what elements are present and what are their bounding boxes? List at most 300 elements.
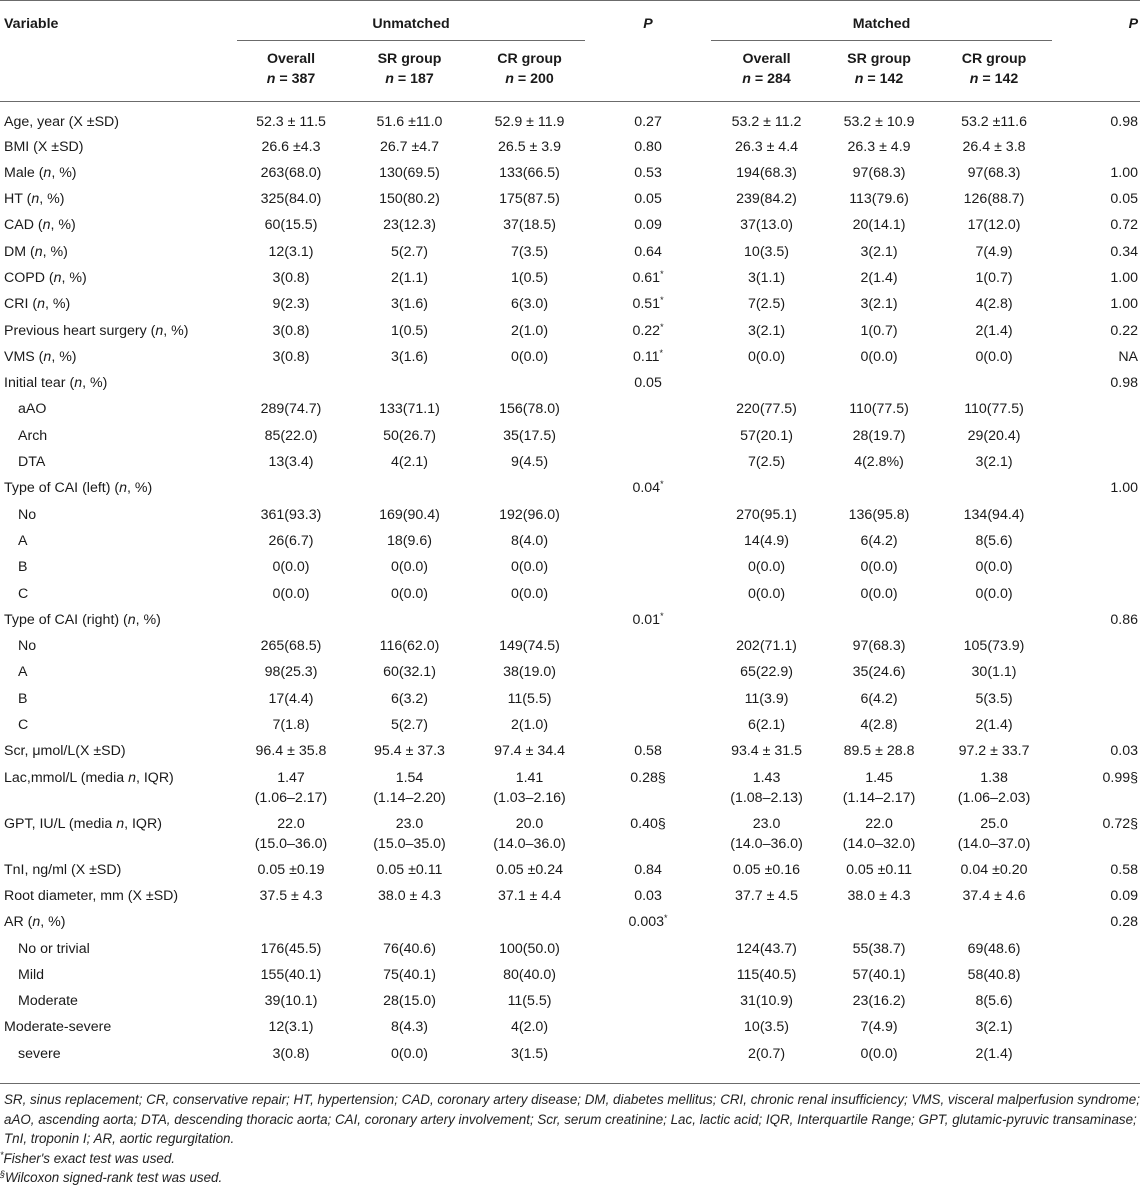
cell-matched: 1.43 (1.08–2.13): [730, 769, 803, 806]
cell-unmatched: 97.4 ± 34.4: [494, 743, 565, 760]
cell-unmatched: 95.4 ± 37.3: [374, 743, 445, 760]
header-sub-name: CR group: [961, 51, 1027, 67]
cell-unmatched: 26(6.7): [268, 532, 314, 549]
footnotes: [0, 1090, 1140, 1188]
cell-matched: 202(71.1): [736, 638, 797, 655]
table-row: [0, 317, 1140, 343]
cell-unmatched: 2(1.0): [510, 322, 549, 339]
cell-matched: 4(2.8%): [854, 454, 904, 471]
cell-matched: 0.04 ±0.20: [960, 861, 1028, 878]
cell-matched: 0.05 ±0.11: [846, 861, 912, 878]
row-label: CRI (n, %): [4, 296, 71, 313]
row-label: aAO: [18, 401, 47, 418]
cell-unmatched: 50(26.7): [383, 427, 436, 444]
table-row: [0, 422, 1140, 448]
cell-unmatched: 13(3.4): [268, 454, 314, 471]
cell-unmatched: 37(18.5): [503, 217, 556, 234]
cell-p-unmatched: [587, 961, 709, 987]
cell-matched: 55(38.7): [852, 940, 906, 957]
cell-p-matched: 0.98: [1110, 375, 1139, 392]
row-label: Moderate: [18, 993, 78, 1010]
row-label: No or trivial: [18, 940, 90, 957]
cell-matched: 239(84.2): [736, 191, 797, 208]
cell-p-matched: [1054, 448, 1140, 474]
cell-p-matched: [1054, 580, 1140, 606]
cell-unmatched: 4(2.1): [390, 454, 429, 471]
cell-matched: 0(0.0): [860, 348, 898, 365]
cell-unmatched: 3(0.8): [272, 322, 310, 339]
cell-unmatched: 0(0.0): [390, 1045, 429, 1062]
table-row: [0, 987, 1140, 1013]
cell-matched: 3(2.1): [860, 243, 898, 260]
cell-unmatched: 176(45.5): [260, 940, 322, 957]
cell-unmatched: 22.0 (15.0–36.0): [254, 815, 328, 852]
row-label: Male (n, %): [4, 164, 77, 181]
header-sub-name: Overall: [742, 51, 791, 67]
cell-unmatched: [347, 474, 472, 500]
cell-matched: 29(20.4): [967, 427, 1021, 444]
table-row: [0, 211, 1140, 237]
cell-p-unmatched: [587, 395, 709, 421]
table-row: [0, 527, 1140, 553]
cell-p-matched: [1054, 1013, 1140, 1039]
table-row: [0, 580, 1140, 606]
cell-p-matched: 1.00: [1110, 480, 1139, 497]
cell-unmatched: [472, 369, 587, 395]
row-label: Lac,mmol/L (media n, IQR): [4, 769, 174, 786]
header-sub-n: n = 200: [505, 71, 554, 87]
cell-matched: [709, 606, 824, 632]
cell-unmatched: 116(62.0): [379, 638, 440, 655]
cell-matched: 6(2.1): [748, 717, 786, 734]
header-sub-4: [824, 41, 934, 102]
cell-p-unmatched: [587, 580, 709, 606]
cell-p-matched: 0.03: [1110, 743, 1139, 760]
cell-unmatched: 26.6 ±4.3: [261, 138, 321, 155]
cell-unmatched: 133(71.1): [379, 401, 440, 418]
cell-matched: 69(48.6): [967, 940, 1021, 957]
cell-matched: 0.05 ±0.16: [733, 861, 801, 878]
cell-unmatched: 2(1.0): [510, 717, 549, 734]
cell-matched: 3(2.1): [975, 454, 1013, 471]
cell-matched: 37(13.0): [740, 217, 793, 234]
cell-p-unmatched: [587, 1013, 709, 1039]
cell-matched: 58(40.8): [967, 966, 1021, 983]
cell-matched: 3(1.1): [748, 269, 786, 286]
cell-matched: 30(1.1): [971, 664, 1017, 681]
header-matched: [709, 1, 1054, 42]
cell-unmatched: 9(2.3): [272, 296, 310, 313]
table-row: [0, 935, 1140, 961]
cell-p-unmatched: 0.40§: [630, 815, 666, 832]
cell-matched: 6(4.2): [860, 532, 898, 549]
table-row: [0, 343, 1140, 369]
cell-unmatched: 9(4.5): [510, 454, 549, 471]
table-row: [0, 474, 1140, 500]
row-label: Moderate-severe: [4, 1019, 112, 1036]
cell-matched: 53.2 ± 10.9: [843, 114, 915, 130]
header-sub-n: n = 387: [266, 71, 316, 87]
cell-matched: 3(2.1): [748, 322, 786, 339]
cell-p-matched: 0.86: [1110, 611, 1139, 628]
cell-matched: 126(88.7): [963, 191, 1025, 208]
cell-matched: 8(5.6): [975, 532, 1013, 549]
table-row: [0, 961, 1140, 987]
cell-p-matched: [1054, 553, 1140, 579]
footnote-fisher-text: Fisher's exact test was used.: [3, 1150, 176, 1166]
cell-matched: 6(4.2): [860, 690, 898, 707]
cell-matched: 7(4.9): [975, 243, 1013, 260]
cell-unmatched: [235, 606, 347, 632]
cell-p-matched: [1054, 711, 1140, 737]
cell-unmatched: 0.05 ±0.11: [376, 861, 443, 878]
cell-unmatched: 11(5.5): [507, 993, 552, 1010]
cell-matched: 270(95.1): [736, 506, 797, 523]
cell-unmatched: 100(50.0): [499, 940, 560, 957]
cell-p-unmatched: 0.58: [634, 743, 662, 760]
cell-unmatched: 155(40.1): [260, 966, 322, 983]
header-unmatched-label: Unmatched: [237, 14, 585, 41]
cell-p-unmatched: 0.003*: [628, 913, 668, 931]
cell-p-matched: [1054, 527, 1140, 553]
cell-p-matched: [1054, 658, 1140, 684]
cell-unmatched: 265(68.5): [260, 638, 322, 655]
row-label: Scr, μmol/L(X ±SD): [4, 743, 126, 760]
cell-matched: 53.2 ± 11.2: [731, 114, 802, 130]
cell-unmatched: 5(2.7): [390, 243, 429, 260]
cell-unmatched: 80(40.0): [503, 966, 556, 983]
cell-p-unmatched: [587, 935, 709, 961]
table-row: [0, 238, 1140, 264]
cell-matched: 7(2.5): [748, 454, 786, 471]
cell-unmatched: 12(3.1): [268, 1019, 314, 1036]
cell-p-matched: [1054, 422, 1140, 448]
cell-matched: 37.4 ± 4.6: [962, 887, 1026, 904]
header-sub-name: CR group: [497, 51, 562, 67]
cell-matched: [824, 474, 934, 500]
cell-p-matched: [1054, 1040, 1140, 1066]
cell-unmatched: 361(93.3): [260, 506, 322, 523]
header-variable-spacer: [0, 41, 235, 102]
cell-matched: 0(0.0): [748, 348, 786, 365]
cell-p-matched: 0.99§: [1102, 769, 1139, 786]
cell-unmatched: 37.5 ± 4.3: [259, 887, 323, 904]
cell-unmatched: 52.9 ± 11.9: [494, 114, 565, 130]
header-sub-3: [709, 41, 824, 102]
cell-p-unmatched: 0.28§: [630, 769, 666, 786]
cell-p-unmatched: 0.05: [634, 375, 662, 392]
cell-unmatched: 5(2.7): [390, 717, 429, 734]
cell-p-unmatched: 0.84: [634, 861, 662, 878]
cell-p-matched: 1.00: [1110, 164, 1139, 181]
table-row: [0, 102, 1140, 133]
cell-p-matched: [1054, 685, 1140, 711]
row-label: C: [18, 717, 29, 734]
cell-unmatched: 3(0.8): [272, 269, 310, 286]
cell-p-matched: [1054, 632, 1140, 658]
row-label: Type of CAI (right) (n, %): [4, 611, 161, 628]
cell-unmatched: 6(3.0): [510, 296, 549, 313]
header-p-unmatched: [587, 1, 709, 42]
cell-matched: [709, 474, 824, 500]
row-label: B: [18, 559, 28, 576]
cell-unmatched: 150(80.2): [379, 191, 440, 208]
table-row: [0, 856, 1140, 882]
cell-p-matched: 0.72§: [1102, 815, 1139, 832]
cell-unmatched: 3(0.8): [272, 348, 310, 365]
table-row: [0, 553, 1140, 579]
row-label: Type of CAI (left) (n, %): [4, 480, 153, 497]
cell-matched: 124(43.7): [736, 940, 797, 957]
row-label: AR (n, %): [4, 914, 66, 931]
cell-matched: [709, 908, 824, 934]
cell-unmatched: 3(0.8): [272, 1045, 310, 1062]
table-row: [0, 264, 1140, 290]
cell-matched: 0(0.0): [860, 1045, 898, 1062]
cell-unmatched: 6(3.2): [390, 690, 429, 707]
cell-p-unmatched: 0.27: [634, 114, 662, 130]
row-label: DM (n, %): [4, 243, 68, 260]
table-row: [0, 685, 1140, 711]
cell-matched: 57(20.1): [740, 427, 793, 444]
cell-unmatched: 7(1.8): [272, 717, 310, 734]
row-label: No: [18, 506, 37, 523]
cell-unmatched: 60(15.5): [264, 217, 318, 234]
row-label: A: [18, 664, 28, 681]
cell-matched: 17(12.0): [967, 217, 1021, 234]
cell-unmatched: 26.7 ±4.7: [379, 138, 440, 155]
cell-unmatched: 2(1.1): [390, 269, 429, 286]
cell-p-unmatched: [587, 501, 709, 527]
cell-matched: 3(2.1): [860, 296, 898, 313]
row-label: Age, year (X ±SD): [4, 114, 120, 130]
header-row-subgroups: [0, 41, 1140, 102]
table-row: [0, 606, 1140, 632]
cell-unmatched: 11(5.5): [507, 690, 552, 707]
cell-unmatched: 23.0 (15.0–35.0): [373, 815, 446, 852]
cell-unmatched: 38(19.0): [503, 664, 556, 681]
header-sub-n: n = 284: [742, 71, 791, 87]
header-sub-n: n = 142: [969, 71, 1019, 87]
cell-unmatched: 1(0.5): [390, 322, 429, 339]
table-row: [0, 1040, 1140, 1066]
cell-unmatched: 52.3 ± 11.5: [256, 114, 326, 130]
cell-matched: 22.0 (14.0–32.0): [842, 815, 916, 852]
cell-unmatched: 289(74.7): [260, 401, 322, 418]
row-label: severe: [18, 1045, 61, 1062]
header-p-spacer-unmatched: [587, 41, 709, 102]
cell-p-matched: [1054, 133, 1140, 159]
cell-matched: [824, 606, 934, 632]
cell-p-matched: 1.00: [1110, 269, 1139, 286]
cell-matched: 7(2.5): [748, 296, 786, 313]
header-sub-n: n = 142: [854, 71, 904, 87]
cell-p-matched: 0.09: [1110, 887, 1139, 904]
header-unmatched: [235, 1, 587, 42]
cell-unmatched: 0(0.0): [390, 585, 429, 602]
cell-matched: 2(1.4): [860, 269, 898, 286]
cell-unmatched: 7(3.5): [510, 243, 549, 260]
cell-unmatched: 3(1.5): [510, 1045, 549, 1062]
row-label: Initial tear (n, %): [4, 375, 108, 392]
cell-matched: 26.3 ± 4.4: [735, 138, 799, 155]
cell-p-unmatched: [587, 711, 709, 737]
cell-p-matched: 0.28: [1110, 914, 1139, 931]
cell-p-unmatched: [587, 632, 709, 658]
row-label: GPT, IU/L (media n, IQR): [4, 815, 162, 832]
header-sub-2: [472, 41, 587, 102]
cell-matched: 97(68.3): [852, 164, 906, 181]
cell-unmatched: 133(66.5): [499, 164, 560, 181]
cell-matched: 26.3 ± 4.9: [847, 138, 911, 155]
cell-unmatched: 75(40.1): [383, 966, 436, 983]
cell-matched: [709, 369, 824, 395]
cell-p-matched: [1054, 961, 1140, 987]
cell-p-unmatched: [587, 527, 709, 553]
cell-p-unmatched: [587, 448, 709, 474]
row-label: CAD (n, %): [4, 217, 76, 234]
cell-unmatched: 130(69.5): [379, 164, 440, 181]
cell-unmatched: 28(15.0): [383, 993, 436, 1010]
cell-p-matched: 1.00: [1110, 296, 1139, 313]
table-row: [0, 501, 1140, 527]
table-row: [0, 395, 1140, 421]
cell-matched: 37.7 ± 4.5: [735, 887, 799, 904]
cell-p-matched: 0.05: [1110, 191, 1139, 208]
row-label: TnI, ng/ml (X ±SD): [4, 861, 122, 878]
header-p-unmatched-label: P: [643, 16, 653, 32]
cell-p-unmatched: [587, 1040, 709, 1066]
cell-p-matched: 0.58: [1110, 861, 1139, 878]
cell-matched: 2(1.4): [975, 322, 1013, 339]
cell-matched: 93.4 ± 31.5: [731, 743, 802, 760]
cell-p-matched: [1054, 935, 1140, 961]
row-label: A: [18, 532, 28, 549]
cell-matched: 97(68.3): [852, 638, 906, 655]
cell-matched: 0(0.0): [860, 585, 898, 602]
cell-unmatched: 0(0.0): [510, 348, 549, 365]
cell-p-unmatched: 0.53: [634, 164, 662, 181]
cell-unmatched: 3(1.6): [390, 296, 429, 313]
cell-p-matched: 0.22: [1110, 322, 1139, 339]
cell-matched: 97.2 ± 33.7: [958, 743, 1030, 760]
cell-unmatched: 1.54 (1.14–2.20): [373, 769, 446, 806]
cell-p-unmatched: 0.05: [634, 191, 662, 208]
cell-p-unmatched: 0.51*: [632, 295, 664, 313]
table-row: [0, 737, 1140, 763]
cell-matched: 105(73.9): [963, 638, 1025, 655]
cell-unmatched: 17(4.4): [268, 690, 314, 707]
cell-p-unmatched: [587, 685, 709, 711]
cell-matched: 57(40.1): [852, 966, 906, 983]
row-label: VMS (n, %): [4, 348, 77, 365]
cell-p-unmatched: 0.04*: [632, 479, 664, 497]
cell-matched: [934, 908, 1054, 934]
footnote-abbreviations: SR, sinus replacement; CR, conservative repair; HT, hypertension; CAD, coronary artery disease; DM, diabetes mellitus; CRI, chronic renal insufficiency; VMS, visceral malperfusion syndrome; aAO, ascending aorta; DTA, descending thoracic aorta; CAI, coronary artery involvement; Scr, serum creatinine; Lac, lactic acid; IQR, Interquartile Range; GPT, glutamic-pyruvic transaminase; TnI, troponin I; AR, aortic regurgitation.: [4, 1092, 1140, 1146]
cell-matched: 0(0.0): [860, 559, 898, 576]
cell-unmatched: 0(0.0): [510, 585, 549, 602]
cell-matched: [824, 369, 934, 395]
row-label: Arch: [18, 427, 48, 444]
cell-unmatched: 0(0.0): [272, 559, 310, 576]
cell-unmatched: [235, 474, 347, 500]
cell-matched: 0(0.0): [975, 559, 1013, 576]
cell-unmatched: 1.47 (1.06–2.17): [254, 769, 328, 806]
table-row: [0, 908, 1140, 934]
cell-unmatched: 0(0.0): [272, 585, 310, 602]
cell-unmatched: 39(10.1): [264, 993, 318, 1010]
header-row-groups: [0, 1, 1140, 42]
cell-p-unmatched: 0.09: [634, 217, 662, 234]
table-row: [0, 133, 1140, 159]
cell-unmatched: 20.0 (14.0–36.0): [493, 815, 566, 852]
header-p-matched-label: P: [1128, 16, 1139, 32]
cell-p-unmatched: [587, 553, 709, 579]
row-label: COPD (n, %): [4, 269, 87, 286]
cell-matched: 2(1.4): [975, 717, 1013, 734]
footnote-fisher: [0, 1149, 1140, 1169]
footnote-fisher-mark: *: [0, 1149, 4, 1160]
cell-p-matched: [1054, 501, 1140, 527]
row-label: Root diameter, mm (X ±SD): [4, 887, 179, 904]
cell-p-unmatched: [587, 422, 709, 448]
cell-matched: 1(0.7): [975, 269, 1013, 286]
cell-matched: 0(0.0): [975, 348, 1013, 365]
table-row: [0, 185, 1140, 211]
table-row: [0, 448, 1140, 474]
cell-unmatched: [347, 369, 472, 395]
cell-matched: 8(5.6): [975, 993, 1013, 1010]
table-row: [0, 658, 1140, 684]
header-matched-label: Matched: [711, 14, 1052, 41]
cell-matched: 35(24.6): [852, 664, 906, 681]
row-label: Mild: [18, 966, 45, 983]
cell-unmatched: 18(9.6): [387, 532, 432, 549]
cell-unmatched: 0.05 ±0.19: [257, 861, 325, 878]
cell-unmatched: 12(3.1): [268, 243, 314, 260]
cell-unmatched: [472, 474, 587, 500]
cell-matched: [824, 908, 934, 934]
cell-matched: 110(77.5): [849, 401, 909, 418]
cell-unmatched: 0(0.0): [390, 559, 429, 576]
row-label: DTA: [18, 454, 46, 471]
row-label: Previous heart surgery (n, %): [4, 322, 189, 339]
cell-matched: [934, 369, 1054, 395]
header-sub-5: [934, 41, 1054, 102]
cell-matched: 11(3.9): [744, 690, 789, 707]
cell-p-matched: [1054, 987, 1140, 1013]
cell-p-matched: NA: [1118, 348, 1139, 365]
cell-matched: 10(3.5): [744, 1019, 789, 1036]
cell-unmatched: [347, 606, 472, 632]
cell-unmatched: 169(90.4): [379, 506, 440, 523]
cell-matched: 3(2.1): [975, 1019, 1013, 1036]
cell-unmatched: 60(32.1): [383, 664, 436, 681]
cell-matched: [934, 474, 1054, 500]
cell-matched: 7(4.9): [860, 1019, 898, 1036]
header-sub-n: n = 187: [385, 71, 434, 87]
header-sub-0: [235, 41, 347, 102]
cell-unmatched: 51.6 ±11.0: [376, 114, 443, 130]
cell-unmatched: 0(0.0): [510, 559, 549, 576]
cell-unmatched: 26.5 ± 3.9: [498, 138, 562, 155]
footnote-wilcoxon-text: Wilcoxon signed-rank test was used.: [5, 1170, 223, 1185]
cell-unmatched: 8(4.3): [390, 1019, 429, 1036]
table-bottom-rule: [0, 1083, 1140, 1084]
cell-matched: 134(94.4): [963, 506, 1025, 523]
cell-p-unmatched: 0.11*: [632, 347, 664, 365]
table-body: [0, 102, 1140, 1067]
